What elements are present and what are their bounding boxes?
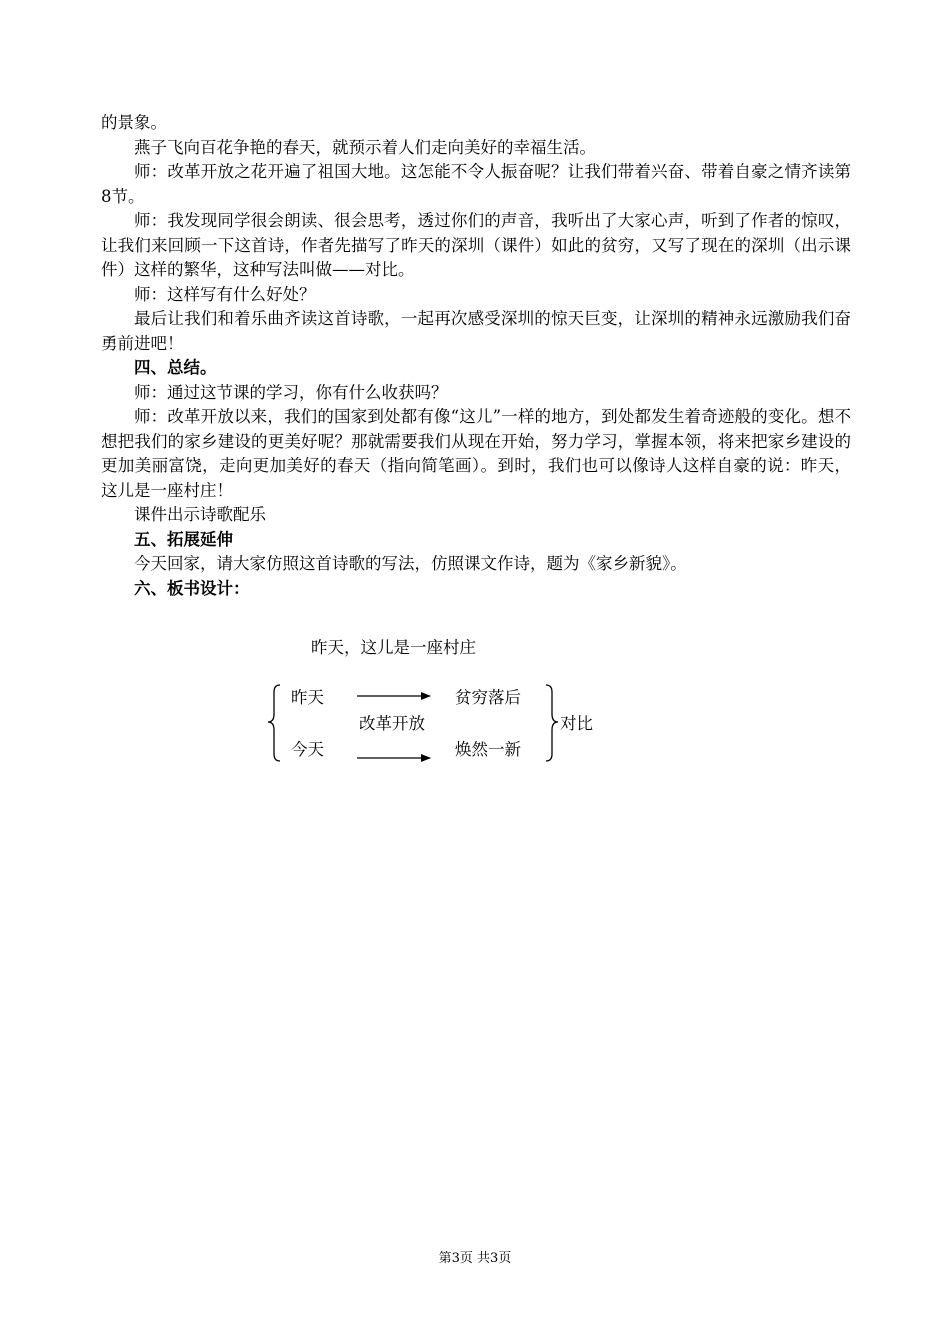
board-today: 今天 [291,740,324,759]
section-heading: 五、拓展延伸 [134,529,233,549]
paragraph: 师：这样写有什么好处？ [134,284,316,304]
paragraph: 师：我发现同学很会朗读、很会思考，透过你们的声音，我听出了大家心声，听到了作者的惊叹，让我们来回顾一下这首诗，作者先描写了昨天的深圳（课件）如此的贫穷，又写了现在的深圳（出示课件）这样的繁华，这种写法叫做——对比。 [101,211,851,279]
paragraph: 师：通过这节课的学习，你有什么收获吗？ [134,382,448,402]
paragraph: 师：改革开放以来，我们的国家到处都有像“这儿”一样的地方，到处都发生着奇迹般的变化。想不想把我们的家乡建设的更美好呢？那就需要我们从现在开始，努力学习，掌握本领，将来把家乡建设的更加美丽富饶，走向更加美好的春天（指向简笔画）。到时，我们也可以像诗人这样自豪的说：昨天，这儿是一座村庄！ [101,407,851,500]
section-heading: 四、总结。 [134,358,217,377]
board-new: 焕然一新 [455,740,521,759]
paragraph: 课件出示诗歌配乐 [134,505,266,524]
paragraph: 最后让我们和着乐曲齐读这首诗歌，一起再次感受深圳的惊天巨变，让深圳的精神永远激励我们奋勇前进吧！ [101,309,851,353]
left-brace-icon [268,685,280,761]
paragraph: 师：改革开放之花开遍了祖国大地。这怎能不令人振奋呢？让我们带着兴奋、带着自豪之情齐读第8节。 [101,162,851,206]
board-poor: 贫穷落后 [455,688,521,707]
lesson-text [101,111,851,601]
paragraph: 燕子飞向百花争艳的春天，就预示着人们走向美好的幸福生活。 [134,137,596,157]
section-heading: 六、板书设计： [134,578,250,598]
right-brace-icon [546,685,558,761]
board-contrast: 对比 [560,714,593,733]
page-footer: 第3页 共3页 [438,1251,512,1266]
board-diagram [264,680,624,770]
paragraph: 的景象。 [101,113,167,132]
paragraph: 今天回家，请大家仿照这首诗歌的写法，仿照课文作诗，题为《家乡新貌》。 [134,554,687,573]
board-reform: 改革开放 [359,714,425,733]
board-yesterday: 昨天 [291,688,324,707]
board-title: 昨天，这儿是一座村庄 [311,638,476,657]
